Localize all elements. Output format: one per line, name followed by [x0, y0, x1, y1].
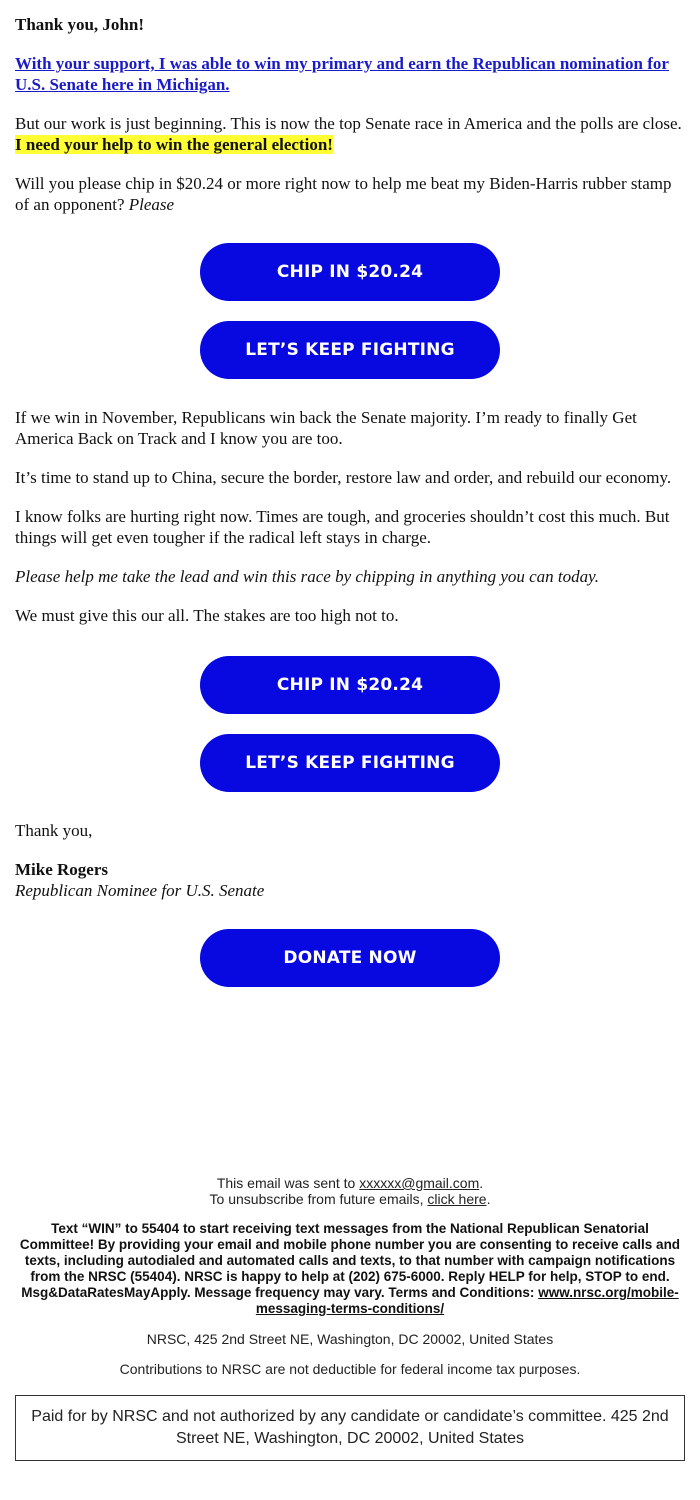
lead-paragraph [15, 53, 685, 95]
please-italic: Please [128, 195, 175, 214]
footer-recipient [15, 1175, 685, 1207]
footer-address: NRSC, 425 2nd Street NE, Washington, DC 20002, United States [146, 1331, 554, 1347]
tax-note: Contributions to NRSC are not deductible for federal income tax purposes. [119, 1361, 581, 1377]
email-body [15, 14, 685, 1005]
footer-text: . [486, 1191, 491, 1207]
chip-in-button[interactable]: CHIP IN $20.24 [200, 656, 500, 714]
chip-in-button[interactable]: CHIP IN $20.24 [200, 243, 500, 301]
signature-title: Republican Nominee for U.S. Senate [15, 881, 265, 900]
signature [15, 859, 685, 901]
paragraph-november: If we win in November, Republicans win back the Senate majority. I’m ready to finally Get America Back on Track and I know you are too. [15, 408, 637, 448]
footer-text: To unsubscribe from future emails, [209, 1191, 428, 1207]
paid-for-disclaimer: Paid for by NRSC and not authorized by any candidate or candidate’s committee. 425 2nd Street NE, Washington, DC 20002, United States [15, 1395, 685, 1461]
footer-text: . [479, 1175, 484, 1191]
highlighted-ask: I need your help to win the general election! [15, 135, 333, 154]
keep-fighting-button[interactable]: LET’S KEEP FIGHTING [200, 734, 500, 792]
signoff: Thank you, [15, 821, 93, 840]
paragraph-text: But our work is just beginning. This is now the top Senate race in America and the polls are close. [15, 114, 682, 133]
button-group-donate [15, 929, 685, 987]
paragraph-stakes: We must give this our all. The stakes are too high not to. [15, 606, 399, 625]
sms-disclaimer [15, 1221, 685, 1317]
paragraph-chip-in-ask [15, 173, 685, 215]
sms-text: Text “WIN” to 55404 to start receiving text messages from the National Republican Senatorial Committee! By providing your email and mobile phone number you are consenting to receive calls and texts, including autodialed and automated calls and texts, to that number with campaign notifications from the NRSC (55404). NRSC is happy to help at (202) 675-6000. Reply HELP for help, STOP to end. Msg&DataRatesMayApply. Message frequency may vary. Terms and Conditions: [19, 1221, 681, 1300]
primary-win-link[interactable]: With your support, I was able to win my primary and earn the Republican nomination for U.S. Senate here in Michigan. [15, 54, 669, 94]
paragraph-china: It’s time to stand up to China, secure the border, restore law and order, and rebuild our economy. [15, 468, 672, 487]
donate-now-button[interactable]: DONATE NOW [200, 929, 500, 987]
paragraph-text: Will you please chip in $20.24 or more right now to help me beat my Biden-Harris rubber stamp of an opponent? [15, 174, 672, 214]
sms-terms-link[interactable]: www.nrsc.org/mobile-messaging-terms-conditions/ [255, 1285, 679, 1316]
greeting: Thank you, John! [15, 15, 144, 34]
button-group-bottom [15, 656, 685, 792]
keep-fighting-button[interactable]: LET’S KEEP FIGHTING [200, 321, 500, 379]
unsubscribe-link[interactable]: click here [427, 1191, 487, 1207]
paragraph-work-beginning [15, 113, 685, 155]
paragraph-folks-hurting: I know folks are hurting right now. Times are tough, and groceries shouldn’t cost this much. But things will get even tougher if the radical left stays in charge. [15, 507, 670, 547]
email-footer [15, 1175, 685, 1461]
footer-text: This email was sent to [216, 1175, 360, 1191]
paragraph-take-lead: Please help me take the lead and win this race by chipping in anything you can today. [15, 567, 600, 586]
button-group-top [15, 243, 685, 379]
signature-name: Mike Rogers [15, 860, 109, 879]
recipient-email-link[interactable]: xxxxxx@gmail.com [359, 1175, 480, 1191]
